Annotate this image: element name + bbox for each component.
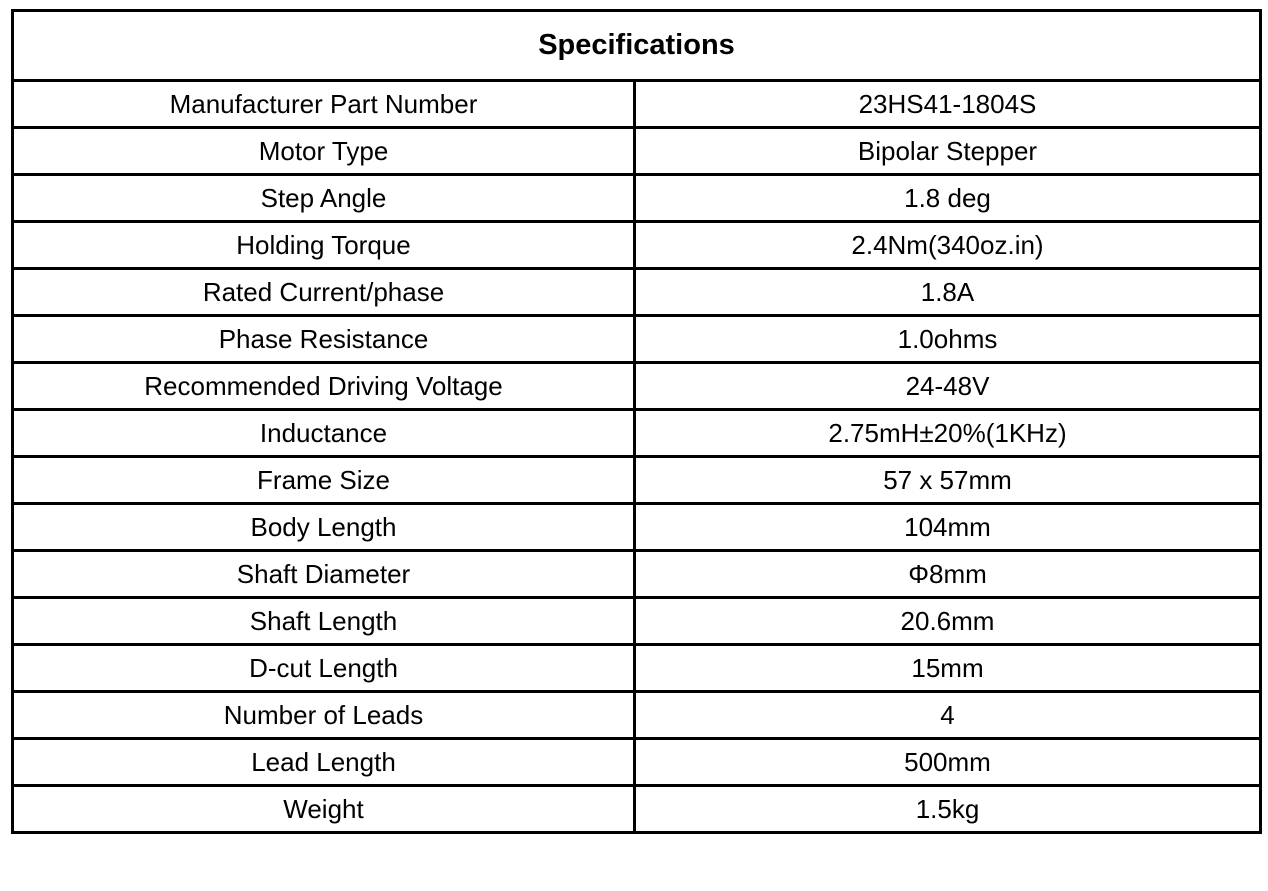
spec-label-cell: Step Angle [13, 175, 635, 222]
table-row [13, 645, 1261, 692]
spec-label-cell: Shaft Diameter [13, 551, 635, 598]
spec-value-cell: 57 x 57mm [635, 457, 1261, 504]
spec-value-cell: 23HS41-1804S [635, 81, 1261, 128]
table-row [13, 504, 1261, 551]
table-body [13, 81, 1261, 833]
table-row [13, 551, 1261, 598]
table-header-row [13, 11, 1261, 81]
table-row [13, 175, 1261, 222]
spec-label-cell: Shaft Length [13, 598, 635, 645]
spec-value-cell: Φ8mm [635, 551, 1261, 598]
spec-label-cell: Lead Length [13, 739, 635, 786]
spec-value-cell: 15mm [635, 645, 1261, 692]
spec-label-cell: Inductance [13, 410, 635, 457]
spec-value-cell: 2.75mH±20%(1KHz) [635, 410, 1261, 457]
spec-value-cell: 500mm [635, 739, 1261, 786]
spec-label-cell: Number of Leads [13, 692, 635, 739]
spec-value-cell: 1.8 deg [635, 175, 1261, 222]
table-row [13, 363, 1261, 410]
spec-label-cell: Holding Torque [13, 222, 635, 269]
table-row [13, 457, 1261, 504]
spec-value-cell: 1.0ohms [635, 316, 1261, 363]
spec-value-cell: 1.8A [635, 269, 1261, 316]
table-row [13, 269, 1261, 316]
table-row [13, 316, 1261, 363]
spec-label-cell: Body Length [13, 504, 635, 551]
spec-label-cell: Motor Type [13, 128, 635, 175]
spec-value-cell: 2.4Nm(340oz.in) [635, 222, 1261, 269]
spec-value-cell: 4 [635, 692, 1261, 739]
spec-value-cell: Bipolar Stepper [635, 128, 1261, 175]
table-row [13, 222, 1261, 269]
spec-value-cell: 24-48V [635, 363, 1261, 410]
spec-value-cell: 104mm [635, 504, 1261, 551]
specifications-table [11, 9, 1262, 834]
table-row [13, 410, 1261, 457]
spec-label-cell: Manufacturer Part Number [13, 81, 635, 128]
spec-label-cell: Rated Current/phase [13, 269, 635, 316]
spec-label-cell: Weight [13, 786, 635, 833]
spec-label-cell: Recommended Driving Voltage [13, 363, 635, 410]
spec-label-cell: Phase Resistance [13, 316, 635, 363]
spec-value-cell: 20.6mm [635, 598, 1261, 645]
table-row [13, 128, 1261, 175]
table-row [13, 786, 1261, 833]
spec-label-cell: Frame Size [13, 457, 635, 504]
table-row [13, 739, 1261, 786]
spec-label-cell: D-cut Length [13, 645, 635, 692]
table-row [13, 598, 1261, 645]
table-title: Specifications [13, 11, 1261, 81]
spec-value-cell: 1.5kg [635, 786, 1261, 833]
table-row [13, 81, 1261, 128]
table-row [13, 692, 1261, 739]
